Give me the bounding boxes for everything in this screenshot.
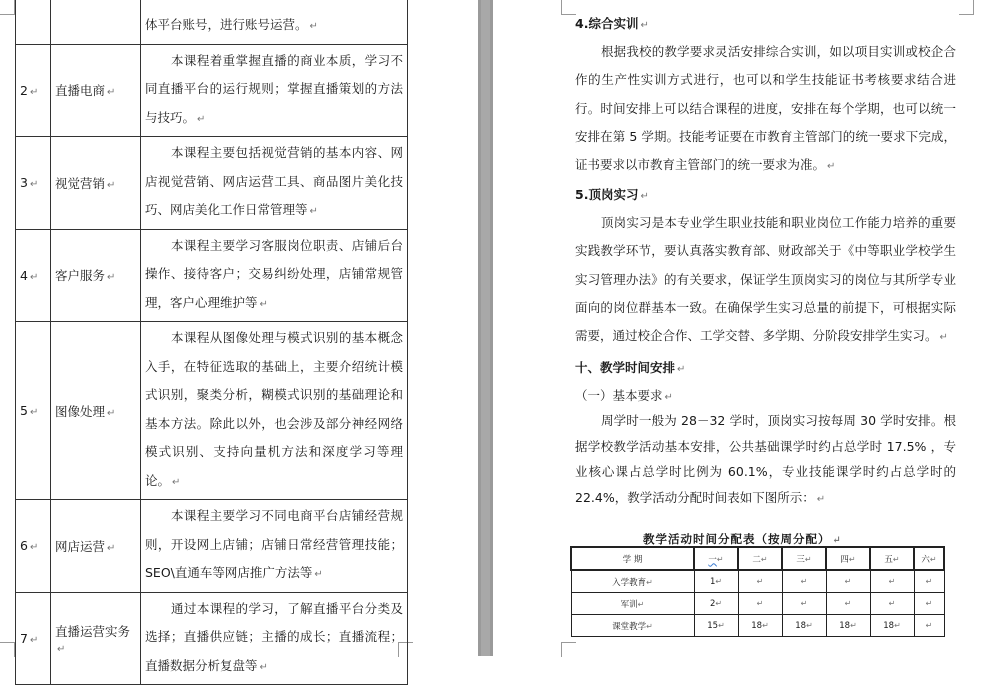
table-cell: ↵ (826, 593, 870, 615)
table-cell: ↵ (914, 570, 944, 593)
course-name: 视觉营销 ↵ (51, 137, 141, 230)
header-cell: 二↵ (738, 547, 782, 570)
table-header-row (571, 547, 944, 570)
table-row (571, 570, 944, 593)
course-number: 7 ↵ (16, 592, 51, 685)
table-cell: ↵ (738, 593, 782, 615)
subsection-title: （一）基本要求 ↵ (575, 388, 673, 403)
table-cell: 1↵ (694, 570, 738, 593)
header-cell: 六↵ (914, 547, 944, 570)
table-cell: ↵ (826, 570, 870, 593)
crop-mark (959, 0, 974, 15)
course-name: 直播运营实务↵ (51, 592, 141, 685)
table-row (16, 137, 408, 230)
course-number: 5 ↵ (16, 322, 51, 500)
section-5-title: 5.顶岗实习 ↵ (575, 187, 649, 202)
course-description: 体平台账号，进行账号运营。 ↵ (141, 0, 408, 44)
header-cell: 五↵ (870, 547, 914, 570)
chapter-title: 十、教学时间安排 ↵ (575, 360, 686, 375)
course-table (15, 0, 408, 685)
course-description: 本课程主要学习客服岗位职责、店铺后台操作、接待客户；交易纠纷处理，店铺常规管理，客户心理维护等 ↵ (141, 229, 408, 322)
header-cell: 学 期 (571, 547, 694, 570)
table-cell: 课堂教学↵ (571, 615, 694, 637)
header-cell: 四↵ (826, 547, 870, 570)
left-page (0, 0, 478, 673)
table-row (16, 500, 408, 593)
table-cell: ↵ (782, 570, 826, 593)
course-number: 2 ↵ (16, 44, 51, 137)
table-cell: ↵ (738, 570, 782, 593)
table-cell: 15↵ (694, 615, 738, 637)
course-description: 本课程从图像处理与模式识别的基本概念入手，在特征选取的基础上，主要介绍统计模式识别，聚类分析，糊模式识别的基础理论和基本方法。除此以外，也会涉及部分神经网络模式识别、支持向量机方法和深度学习等理论。 ↵ (141, 322, 408, 500)
table-cell: 军训↵ (571, 593, 694, 615)
table-row (16, 0, 408, 44)
course-name: 图像处理 ↵ (51, 322, 141, 500)
course-name (51, 0, 141, 44)
table-cell: 入学教育↵ (571, 570, 694, 593)
table-row (571, 615, 944, 637)
crop-mark (0, 0, 15, 15)
table-cell: 18↵ (826, 615, 870, 637)
header-cell: 三↵ (782, 547, 826, 570)
course-number (16, 0, 51, 44)
table-row (16, 229, 408, 322)
table-cell: ↵ (914, 593, 944, 615)
table-cell: 18↵ (738, 615, 782, 637)
course-description: 本课程主要学习不同电商平台店铺经营规则，开设网上店铺；店铺日常经营管理技能；SEO\直通车等网店推广方法等 ↵ (141, 500, 408, 593)
table-row (16, 592, 408, 685)
table-cell: ↵ (914, 615, 944, 637)
section-4-body: 根据我校的教学要求灵活安排综合实训，如以项目实训或校企合作的生产性实训方式进行，也可以和学生技能证书考核要求结合进行。时间安排上可以结合课程的进度，安排在每个学期，也可以统一安排在第 5 学期。技能考证要在市教育主管部门的统一要求下完成，证书要求以市教育主管部门的统一要求为准。 ↵ (575, 44, 956, 173)
course-name: 客户服务 ↵ (51, 229, 141, 322)
table-row (16, 44, 408, 137)
table-cell: 2↵ (694, 593, 738, 615)
table-caption: 教学活动时间分配表（按周分配） ↵ (643, 532, 842, 546)
requirements-body: 周学时一般为 28－32 学时，顶岗实习按每周 30 学时安排。根据学校教学活动基本安排，公共基础课学时约占总学时 17.5% ，专业核心课占总学时比例为 60.1%，专业技能课学时约占总学时的 22.4%，教学活动分配时间表如下图所示： ↵ (575, 413, 956, 505)
section-4-title: 4.综合实训 ↵ (575, 16, 649, 31)
course-number: 6 ↵ (16, 500, 51, 593)
course-description: 本课程主要包括视觉营销的基本内容、网店视觉营销、网店运营工具、商品图片美化技巧、网店美化工作日常管理等 ↵ (141, 137, 408, 230)
crop-mark (561, 0, 576, 15)
crop-mark (561, 642, 576, 657)
crop-mark (0, 642, 15, 657)
right-page (493, 0, 988, 656)
table-row (571, 593, 944, 615)
table-cell: 18↵ (870, 615, 914, 637)
table-cell: ↵ (870, 593, 914, 615)
course-description-text: 体平台账号，进行账号运营。 (145, 17, 308, 32)
table-cell: ↵ (870, 570, 914, 593)
page-gutter (478, 0, 493, 656)
course-description: 本课程着重掌握直播的商业本质，学习不同直播平台的运行规则；掌握直播策划的方法与技巧。 ↵ (141, 44, 408, 137)
course-number: 3 ↵ (16, 137, 51, 230)
schedule-table (570, 546, 945, 637)
course-name: 直播电商 ↵ (51, 44, 141, 137)
course-description: 通过本课程的学习，了解直播平台分类及选择；直播供应链；主播的成长；直播流程；直播数据分析复盘等 ↵ (141, 592, 408, 685)
course-name: 网店运营 ↵ (51, 500, 141, 593)
table-row (16, 322, 408, 500)
table-cell: 18↵ (782, 615, 826, 637)
course-number: 4 ↵ (16, 229, 51, 322)
section-5-body: 顶岗实习是本专业学生职业技能和职业岗位工作能力培养的重要实践教学环节，要认真落实教育部、财政部关于《中等职业学校学生实习管理办法》的有关要求，保证学生顶岗实习的岗位与其所学专业面向的岗位群基本一致。在确保学生实习总量的前提下，可根据实际需要，通过校企合作、工学交替、多学期、分阶段安排学生实习。 ↵ (575, 215, 956, 344)
header-cell: 一↵ (694, 547, 738, 570)
table-cell: ↵ (782, 593, 826, 615)
